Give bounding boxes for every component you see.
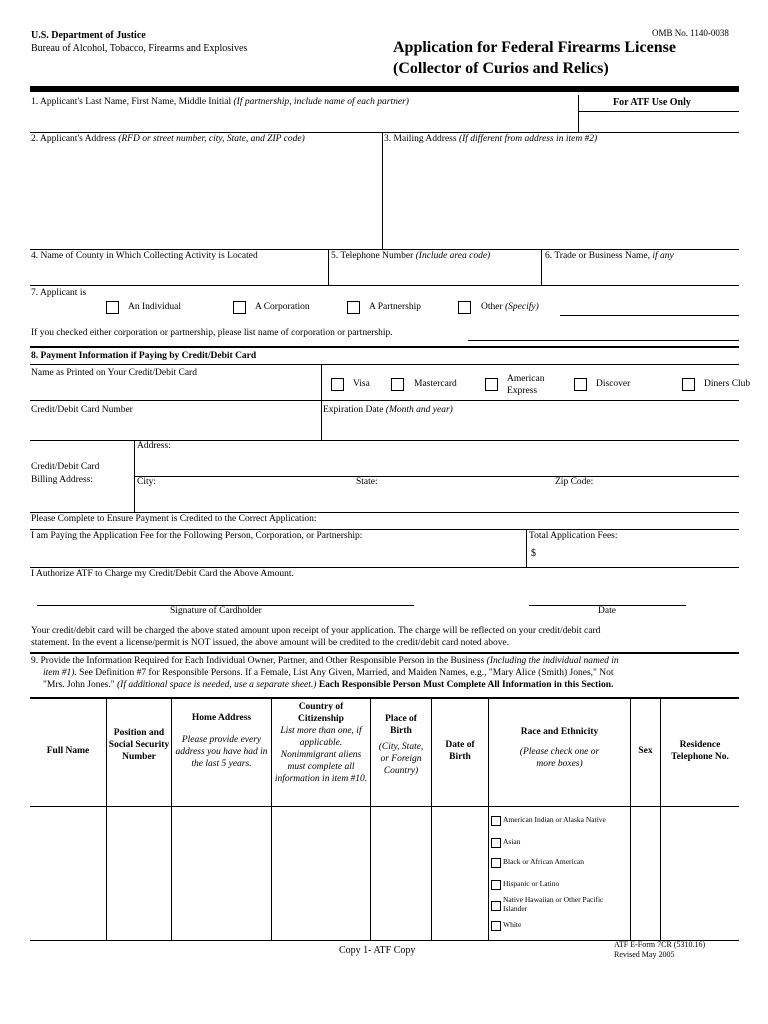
divider	[30, 285, 739, 286]
divider	[134, 476, 739, 477]
atf-use-only: For ATF Use Only	[613, 97, 691, 108]
divider	[321, 364, 322, 440]
divider	[30, 346, 739, 348]
divider	[30, 132, 739, 133]
individual-label: An Individual	[128, 302, 182, 312]
divider	[578, 111, 739, 112]
col-birthplace-note: (City, State, or Foreign Country)	[378, 742, 424, 776]
race-black-checkbox[interactable]	[491, 858, 501, 868]
omb-number: OMB No. 1140-0038	[652, 28, 729, 38]
item1-note: (If partnership, include name of each partner)	[233, 97, 409, 107]
race-white-checkbox[interactable]	[491, 921, 501, 931]
phone-cell[interactable]	[662, 808, 738, 939]
divider	[578, 95, 579, 132]
discover-label: Discover	[596, 379, 631, 389]
item8-title: 8. Payment Information if Paying by Credit/Debit Card	[31, 351, 257, 361]
race-pacific-islander-label: Native Hawaiian or Other Pacific Islander	[503, 895, 604, 913]
billing-address-field[interactable]	[136, 453, 738, 475]
amex-checkbox[interactable]	[485, 378, 498, 391]
bureau-name: Bureau of Alcohol, Tobacco, Firearms and Explosives	[31, 43, 248, 54]
race-white-label: White	[503, 920, 522, 929]
item3-label	[384, 134, 597, 144]
race-asian-checkbox[interactable]	[491, 838, 501, 848]
position-ssn-cell[interactable]	[108, 808, 170, 939]
race-pacific-islander-checkbox[interactable]	[491, 901, 501, 911]
date-label: Date	[598, 606, 616, 616]
divider	[30, 529, 739, 530]
zip-field[interactable]	[555, 489, 738, 511]
other-label	[481, 302, 539, 312]
item9-line-1b: (Including the individual named in	[486, 656, 619, 666]
col-race-note: (Please check one or more boxes)	[519, 747, 600, 769]
paying-for-label: I am Paying the Application Fee for the Following Person, Corporation, or Partnership:	[31, 531, 363, 541]
col-home-address-note: Please provide every address you have had in the last 5 years.	[175, 735, 268, 769]
col-race	[489, 726, 630, 770]
item9-line-2	[43, 668, 614, 678]
divider	[30, 652, 739, 654]
divider	[328, 249, 329, 285]
divider	[30, 364, 739, 365]
race-hispanic-checkbox[interactable]	[491, 880, 501, 890]
billing-label-1: Credit/Debit Card	[31, 462, 100, 472]
city-label: City:	[137, 477, 157, 487]
item9-line-3b: (If additional space is needed, use a separate sheet.)	[114, 680, 317, 690]
col-home-address-title: Home Address	[191, 713, 252, 723]
state-label: State:	[356, 477, 378, 487]
corporation-checkbox[interactable]	[233, 301, 246, 314]
divider	[30, 697, 739, 699]
col-citizenship	[272, 701, 370, 785]
item3-label-text: 3. Mailing Address	[384, 134, 457, 144]
other-checkbox[interactable]	[458, 301, 471, 314]
state-field[interactable]	[356, 489, 551, 511]
expiration-label-text: Expiration Date	[323, 405, 384, 415]
divider	[30, 400, 739, 401]
item9-line-3a: "Mrs. John Jones."	[43, 680, 115, 690]
item9-line-2a: item #1).	[43, 668, 77, 678]
sex-cell[interactable]	[632, 808, 659, 939]
corp-name-line[interactable]	[468, 340, 739, 341]
col-birthplace-title: Place of Birth	[385, 714, 417, 736]
birthplace-cell[interactable]	[372, 808, 430, 939]
col-phone: Residence Telephone No.	[671, 740, 729, 762]
item5-label	[331, 251, 490, 261]
col-citizenship-note: List more than one, if applicable. Nonimmigrant aliens must complete all information in item #10.	[274, 726, 368, 784]
col-sex: Sex	[638, 746, 653, 756]
race-hispanic-label: Hispanic or Latino	[503, 879, 560, 888]
other-note: (Specify)	[505, 302, 539, 312]
total-fees-field[interactable]	[542, 544, 738, 566]
item3-note: (If different from address in item #2)	[458, 134, 598, 144]
partnership-label: A Partnership	[369, 302, 421, 312]
divider	[541, 249, 542, 285]
divider	[30, 567, 739, 568]
item9-line-1a: 9. Provide the Information Required for Each Individual Owner, Partner, and Other Responsible Person in the Business	[31, 656, 485, 666]
divider	[431, 698, 432, 940]
applicant-name-field[interactable]	[30, 109, 576, 131]
item6-label	[545, 251, 674, 261]
header-rule	[30, 86, 739, 92]
form-subtitle: (Collector of Curios and Relics)	[393, 60, 609, 77]
item6-label-text: 6. Trade or Business Name,	[545, 251, 651, 261]
item7-label: 7. Applicant is	[31, 288, 87, 298]
item5-note: (Include area code)	[415, 251, 491, 261]
dollar-sign: $	[531, 548, 536, 559]
expiration-label	[323, 405, 453, 415]
individual-checkbox[interactable]	[106, 301, 119, 314]
mailing-address-field[interactable]	[384, 148, 738, 246]
citizenship-cell[interactable]	[273, 808, 369, 939]
col-home-address	[172, 712, 271, 770]
race-american-indian-checkbox[interactable]	[491, 816, 501, 826]
form-number: ATF E-Form 7CR (5310.16)	[614, 940, 706, 949]
race-american-indian-label: American Indian or Alaska Native	[503, 815, 606, 824]
applicant-address-field[interactable]	[30, 148, 380, 246]
divider	[630, 698, 631, 940]
notice-line-2: statement. In the event a license/permit is NOT issued, the above amount will be credited to the credit/debit card noted above.	[31, 638, 510, 648]
city-field[interactable]	[136, 489, 352, 511]
col-birthplace	[371, 713, 431, 777]
item9-line-3	[43, 680, 613, 690]
item2-label-text: 2. Applicant's Address	[31, 134, 116, 144]
other-specify-line[interactable]	[560, 315, 739, 316]
full-name-cell[interactable]	[31, 808, 105, 939]
divider	[526, 529, 527, 567]
item4-label: 4. Name of County in Which Collecting Activity is Located	[31, 251, 258, 261]
authorize-text: I Authorize ATF to Charge my Credit/Debit Card the Above Amount.	[31, 569, 294, 579]
diners-club-checkbox[interactable]	[682, 378, 695, 391]
card-number-label: Credit/Debit Card Number	[31, 405, 133, 415]
revised-date: Revised May 2005	[614, 950, 675, 959]
col-full-name: Full Name	[46, 746, 90, 756]
form-title: Application for Federal Firearms License	[393, 39, 676, 56]
item1-label-text: 1. Applicant's Last Name, First Name, Middle Initial	[31, 97, 232, 107]
billing-address-label: Address:	[137, 441, 171, 451]
notice-line-1: Your credit/debit card will be charged the above stated amount upon receipt of your application. The charge will be reflected on your credit/debit card	[31, 626, 601, 636]
item9-line-3c: Each Responsible Person Must Complete All Information in this Section.	[316, 680, 614, 690]
signature-label: Signature of Cardholder	[170, 606, 262, 616]
visa-label: Visa	[353, 379, 370, 389]
corporation-label: A Corporation	[255, 302, 310, 312]
amex-label: American Express	[507, 374, 545, 396]
race-black-label: Black or African American	[503, 857, 585, 866]
col-citizenship-title: Country of Citizenship	[298, 702, 344, 724]
item6-note: if any	[652, 251, 674, 261]
item9-line-1	[31, 656, 619, 666]
paying-for-field[interactable]	[30, 544, 524, 566]
divider	[660, 698, 661, 940]
expiration-field[interactable]	[323, 418, 738, 438]
col-dob: Date of Birth	[445, 740, 475, 762]
item2-note: (RFD or street number, city, State, and ZIP code)	[118, 134, 305, 144]
mastercard-label: Mastercard	[414, 379, 457, 389]
department-name: U.S. Department of Justice	[31, 30, 146, 41]
please-complete: Please Complete to Ensure Payment is Credited to the Correct Application:	[31, 514, 317, 524]
billing-label-2: Billing Address:	[31, 475, 94, 485]
total-fees-label: Total Application Fees:	[529, 531, 618, 541]
item1-label	[31, 97, 409, 107]
telephone-field[interactable]	[330, 264, 539, 284]
copy-label: Copy 1- ATF Copy	[339, 945, 416, 956]
corp-note: If you checked either corporation or partnership, please list name of corporation or partnership.	[31, 328, 393, 338]
diners-club-label: Diners Club	[704, 379, 751, 389]
zip-label: Zip Code:	[555, 477, 594, 487]
partnership-checkbox[interactable]	[347, 301, 360, 314]
col-position-ssn: Position and Social Security Number	[108, 728, 170, 762]
discover-checkbox[interactable]	[574, 378, 587, 391]
county-field[interactable]	[30, 264, 326, 284]
name-printed-label: Name as Printed on Your Credit/Debit Card	[31, 368, 197, 378]
item5-label-text: 5. Telephone Number	[331, 251, 414, 261]
home-address-cell[interactable]	[173, 808, 270, 939]
item2-label	[31, 134, 305, 144]
visa-checkbox[interactable]	[331, 378, 344, 391]
dob-cell[interactable]	[433, 808, 487, 939]
divider	[30, 249, 739, 250]
expiration-note: (Month and year)	[385, 405, 453, 415]
divider	[30, 806, 739, 807]
other-label-text: Other	[481, 302, 503, 312]
race-asian-label: Asian	[503, 837, 521, 846]
item9-line-2b: See Definition #7 for Responsible Persons. If a Female, List Any Given, Married, and Maiden Names, e.g., "Mary Alice (Smith) Jones," Not	[76, 668, 614, 678]
divider	[30, 512, 739, 513]
business-name-field[interactable]	[543, 264, 738, 284]
col-race-title: Race and Ethnicity	[520, 727, 599, 737]
divider	[382, 132, 383, 249]
card-number-field[interactable]	[30, 418, 319, 438]
mastercard-checkbox[interactable]	[391, 378, 404, 391]
